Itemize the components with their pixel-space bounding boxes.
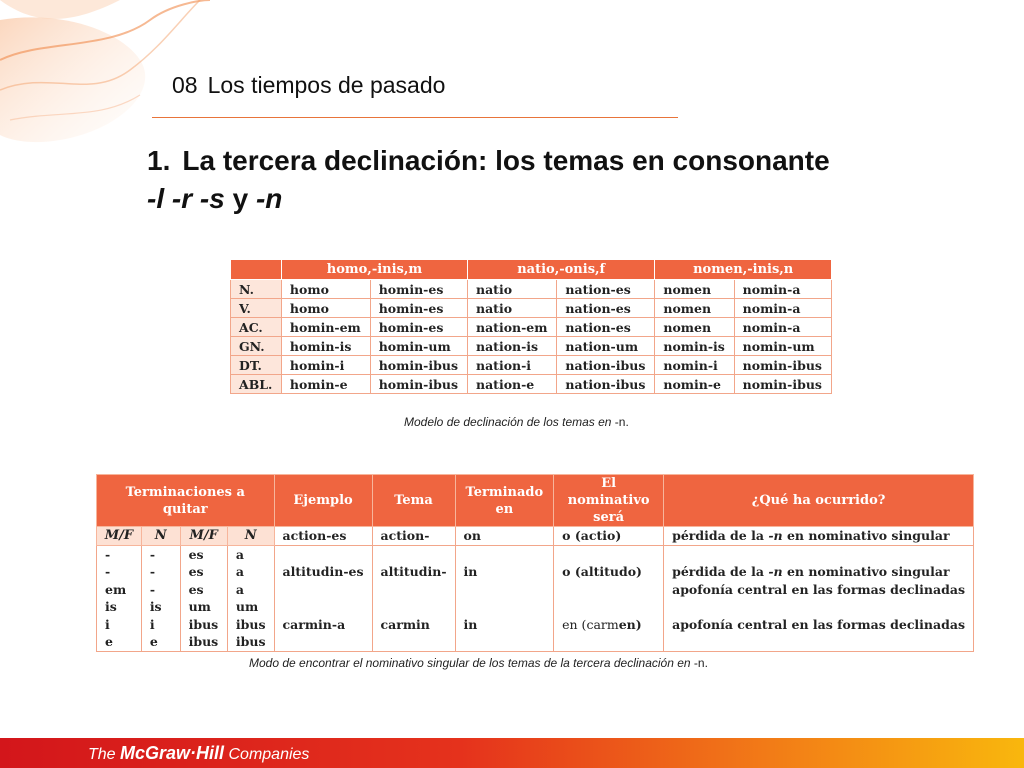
- table-cell: nomen: [655, 280, 734, 299]
- examples-column: [274, 545, 372, 651]
- declension-table-header: [231, 260, 832, 280]
- ending-value: ibus: [188, 634, 219, 649]
- table-cell: homin-um: [370, 337, 467, 356]
- ending-value: a: [235, 581, 245, 597]
- caption-text: Modelo de declinación de los temas en: [404, 415, 615, 429]
- table-cell: nomin-is: [655, 337, 734, 356]
- table-cell: nomin-a: [734, 318, 831, 337]
- header-divider: [152, 117, 678, 118]
- chapter-number: 08: [172, 72, 198, 98]
- table-cell: natio: [467, 299, 556, 318]
- case-label: AC.: [231, 318, 282, 337]
- chapter-heading: [172, 72, 445, 99]
- header-terminaciones: Terminaciones a quitar: [97, 475, 275, 527]
- ending-value: em: [105, 581, 127, 597]
- ending-value: -: [105, 564, 111, 579]
- table-cell: nomin-e: [655, 375, 734, 394]
- title-suffix-r: -r: [171, 183, 193, 214]
- table-cell: nomen: [655, 318, 734, 337]
- stems-column: [372, 545, 455, 651]
- table-row: [231, 299, 832, 318]
- finder-table-header: [97, 475, 974, 527]
- table-cell: homo: [281, 280, 370, 299]
- endings-column: [180, 545, 227, 651]
- nominative-bold: en: [618, 616, 636, 632]
- finder-table-subheader: [97, 527, 974, 546]
- table-cell: homin-is: [281, 337, 370, 356]
- nominative-text: en (carm: [562, 616, 619, 632]
- title-line-1: La tercera declinación: los temas en consonante: [182, 145, 830, 176]
- table-cell: nomin-ibus: [734, 356, 831, 375]
- logo-companies: Companies: [224, 746, 310, 763]
- table-cell: homin-es: [370, 318, 467, 337]
- declension-table: [230, 259, 832, 394]
- example-action: action-es: [274, 527, 372, 546]
- ending-value: ibus: [235, 616, 266, 632]
- table-cell: nomin-ibus: [734, 375, 831, 394]
- header-nominativo-line1: El nominativo: [567, 476, 650, 508]
- explanation-altitudin: [672, 563, 965, 581]
- header-terminado-line1: Terminado: [465, 484, 544, 500]
- ending-action: on: [455, 527, 554, 546]
- ending-value: es: [188, 581, 204, 597]
- table-row: [231, 375, 832, 394]
- ending-value: um: [188, 599, 211, 614]
- logo-the: The: [88, 746, 121, 763]
- subheader-mf: M/F: [97, 527, 142, 546]
- table-cell: nation-ibus: [557, 356, 655, 375]
- ending-value: e: [149, 634, 158, 649]
- ending-value: is: [105, 599, 117, 614]
- slide-title: [147, 142, 967, 218]
- ending-value: es: [188, 546, 204, 562]
- subheader-n: N: [141, 527, 180, 546]
- explanation-text: en nominativo singular: [782, 528, 950, 543]
- table-cell: homin-e: [281, 375, 370, 394]
- ending-value: es: [188, 564, 204, 579]
- case-label: GN.: [231, 337, 282, 356]
- stem-carmin: carmin: [380, 616, 430, 632]
- table-cell: nation-i: [467, 356, 556, 375]
- table-cell: nomin-i: [655, 356, 734, 375]
- ending-value: -: [149, 581, 156, 597]
- ending-value: a: [235, 546, 245, 562]
- ending-value: -: [149, 564, 156, 579]
- stem-altitudin: altitudin-: [380, 564, 447, 579]
- subheader-n: N: [227, 527, 274, 546]
- table-cell: nation-em: [467, 318, 556, 337]
- title-number: 1.: [147, 145, 171, 176]
- explanation-text: pérdida de la: [672, 528, 769, 543]
- table-cell: nomin-a: [734, 280, 831, 299]
- table-cell: homin-em: [281, 318, 370, 337]
- publisher-logo: [88, 743, 309, 764]
- table-cell: nation-es: [557, 318, 655, 337]
- ending-value: -: [105, 546, 111, 562]
- table-cell: nation-is: [467, 337, 556, 356]
- title-suffix-l: -l: [147, 183, 165, 214]
- header-natio: natio,-onis,f: [467, 260, 654, 280]
- example-altitudin: altitudin-es: [282, 564, 364, 579]
- caption-text: Modo de encontrar el nominativo singular de los temas de la tercera declinación en: [249, 656, 694, 670]
- nominative-action: o (actio): [554, 527, 664, 546]
- header-tema: Tema: [372, 475, 455, 527]
- subheader-mf: M/F: [180, 527, 227, 546]
- case-label: V.: [231, 299, 282, 318]
- header-nominativo-line2: será: [593, 510, 625, 525]
- ending-altitudin: in: [463, 564, 478, 579]
- nominative-column: [554, 545, 664, 651]
- ending-value: a: [235, 564, 245, 579]
- case-label: ABL.: [231, 375, 282, 394]
- table-cell: nation-es: [557, 299, 655, 318]
- explanation-carmin: apofonía central en las formas declinadas: [672, 616, 965, 632]
- title-suffix-s: -s: [199, 183, 225, 214]
- ending-value: -: [149, 546, 156, 562]
- case-label: N.: [231, 280, 282, 299]
- endings-column: [97, 545, 142, 651]
- table-cell: nation-ibus: [557, 375, 655, 394]
- table-cell: nation-um: [557, 337, 655, 356]
- terminated-column: [455, 545, 554, 651]
- explanation-em: -n: [768, 564, 783, 579]
- explanation-text: en nominativo singular: [782, 564, 950, 579]
- endings-column: [227, 545, 274, 651]
- header-case-blank: [231, 260, 282, 280]
- header-terminado: [455, 475, 554, 527]
- table-cell: nation-es: [557, 280, 655, 299]
- example-carmin: carmin-a: [282, 616, 346, 632]
- caption-suffix: -n.: [614, 415, 629, 429]
- header-nominativo: [554, 475, 664, 527]
- ending-value: ibus: [188, 616, 219, 632]
- logo-brand: McGraw·Hill: [120, 743, 225, 763]
- declension-table-caption: [404, 415, 629, 429]
- explanation-em: -n: [768, 528, 783, 543]
- nominative-carmin: [562, 616, 655, 634]
- case-label: DT.: [231, 356, 282, 375]
- ending-value: e: [105, 634, 113, 649]
- footer-bar: [0, 738, 1024, 768]
- table-cell: homin-ibus: [370, 375, 467, 394]
- explanation-altitudin-2: apofonía central en las formas declinadas: [672, 581, 965, 597]
- header-homo: homo,-inis,m: [281, 260, 467, 280]
- table-cell: nomen: [655, 299, 734, 318]
- ending-value: is: [149, 599, 162, 614]
- header-nomen: nomen,-inis,n: [655, 260, 832, 280]
- nominative-text: ): [635, 616, 642, 632]
- table-cell: homin-i: [281, 356, 370, 375]
- finder-table-caption: [249, 656, 708, 670]
- chapter-title: Los tiempos de pasado: [207, 72, 446, 98]
- nominative-altitudin: o (altitudo): [562, 564, 642, 579]
- table-cell: nomin-um: [734, 337, 831, 356]
- explanation-column: [664, 545, 974, 651]
- ending-value: i: [105, 616, 110, 632]
- explanation-action: [664, 527, 974, 546]
- caption-suffix: -n.: [693, 656, 708, 670]
- title-conjunction: y: [232, 183, 249, 214]
- header-terminado-line2: en: [495, 501, 514, 517]
- endings-column: [141, 545, 180, 651]
- ending-carmin: in: [463, 616, 478, 632]
- header-ocurrido: ¿Qué ha ocurrido?: [664, 475, 974, 527]
- table-cell: natio: [467, 280, 556, 299]
- nominative-finder-table: [96, 474, 974, 652]
- table-row: [231, 337, 832, 356]
- table-cell: homo: [281, 299, 370, 318]
- table-cell: nation-e: [467, 375, 556, 394]
- title-suffix-n: -n: [255, 183, 283, 214]
- table-cell: homin-ibus: [370, 356, 467, 375]
- table-cell: homin-es: [370, 299, 467, 318]
- ending-value: i: [149, 616, 155, 632]
- table-row: [231, 356, 832, 375]
- header-ejemplo: Ejemplo: [274, 475, 372, 527]
- ending-value: um: [235, 599, 259, 614]
- stem-action: action-: [372, 527, 455, 546]
- title-line-2: [147, 180, 967, 218]
- ending-value: ibus: [235, 634, 266, 649]
- table-row: [231, 318, 832, 337]
- table-row: [231, 280, 832, 299]
- table-cell: homin-es: [370, 280, 467, 299]
- table-row: [97, 545, 974, 651]
- explanation-text: pérdida de la: [672, 564, 769, 579]
- table-cell: nomin-a: [734, 299, 831, 318]
